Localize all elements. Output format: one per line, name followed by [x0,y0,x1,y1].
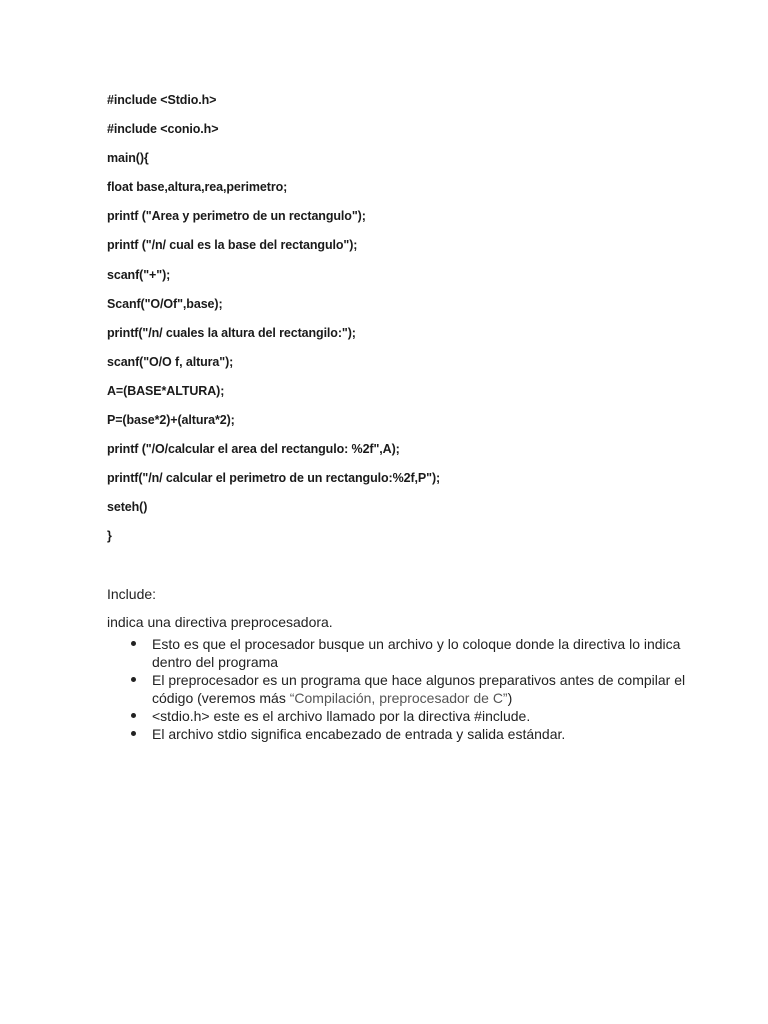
list-item-text: <stdio.h> este es el archivo llamado por la directiva #include. [152,708,531,724]
code-line: printf ("/n/ cual es la base del rectangulo"); [107,238,358,253]
section-heading: Include: [107,586,157,602]
code-line: main(){ [107,151,149,166]
code-line: scanf("O/O f, altura"); [107,354,234,369]
list-item [107,707,687,725]
code-line: printf ("Area y perimetro de un rectangulo"); [107,209,366,224]
bullet-icon [131,713,136,718]
list-item-text: El archivo stdio significa encabezado de entrada y salida estándar. [152,726,566,742]
code-line: printf ("/O/calcular el area del rectangulo: %2f",A); [107,442,400,457]
bullet-icon [131,677,136,682]
explanation-section [107,585,687,743]
code-line: scanf("+"); [107,267,171,282]
code-listing [107,91,707,557]
section-intro: indica una directiva preprocesadora. [107,614,333,630]
code-line: printf("/n/ cuales la altura del rectangilo:"); [107,325,356,340]
bullet-icon [131,641,136,646]
bullet-icon [131,731,136,736]
bullet-list [107,635,687,743]
code-line: float base,altura,rea,perimetro; [107,180,288,195]
list-item [107,671,687,707]
code-line: P=(base*2)+(altura*2); [107,413,235,428]
list-item [107,725,687,743]
code-line: #include <Stdio.h> [107,93,217,107]
list-item-suffix: ) [507,690,513,706]
list-item [107,635,687,671]
code-line: seteh() [107,500,148,515]
code-line: Scanf("O/Of",base); [107,296,223,311]
code-line: #include <conio.h> [107,122,219,137]
reference-link[interactable]: “Compilación, preprocesador de C” [289,690,508,706]
code-line: printf("/n/ calcular el perimetro de un rectangulo:%2f,P"); [107,471,441,486]
list-item-text: Esto es que el procesador busque un archivo y lo coloque donde la directiva lo indica dentro del programa [152,636,681,670]
code-line: } [107,529,112,544]
code-line: A=(BASE*ALTURA); [107,383,225,398]
list-item-text: El preprocesador es un programa que hace algunos preparativos antes de compilar el código (veremos más [152,672,686,706]
